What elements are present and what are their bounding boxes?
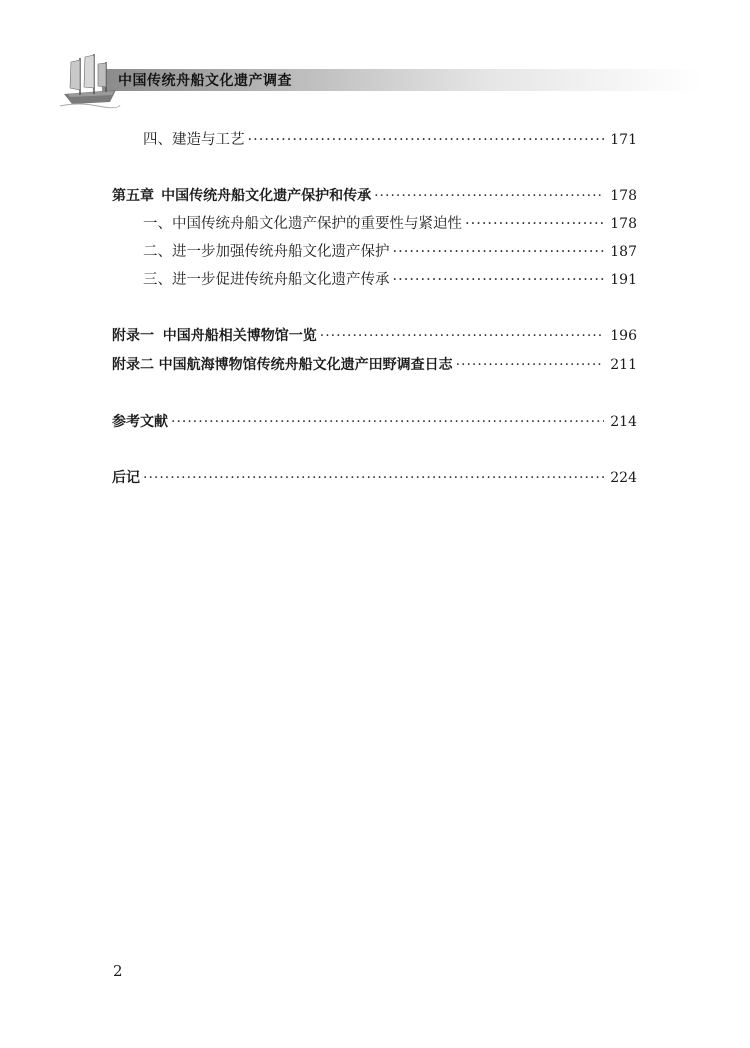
toc-chapter-label: 第五章 (112, 188, 154, 204)
toc-entry-label: 一、中国传统舟船文化遗产保护的重要性与紧迫性 (143, 216, 462, 232)
toc-entry-label: 四、建造与工艺 (143, 132, 245, 148)
toc-chapter-title: 中国传统舟船文化遗产保护和传承 (161, 188, 372, 204)
toc-entry[interactable] (143, 242, 637, 262)
toc-entry[interactable] (143, 270, 637, 290)
toc-page-number: 211 (610, 357, 637, 373)
toc-leader-dots (374, 186, 604, 206)
toc-appendix-title: 中国航海博物馆传统舟船文化遗产田野调查日志 (158, 357, 453, 373)
toc-entry-label: 二、进一步加强传统舟船文化遗产保护 (143, 244, 390, 260)
toc-entry[interactable] (143, 214, 637, 234)
toc-references-entry[interactable] (112, 412, 637, 432)
toc-entry[interactable] (143, 130, 637, 150)
toc-page-number: 187 (610, 244, 637, 260)
toc-page-number: 191 (610, 272, 637, 288)
toc-afterword-label: 后记 (112, 470, 140, 486)
toc-afterword-entry[interactable] (112, 468, 637, 488)
toc-leader-dots (393, 270, 605, 290)
toc-leader-dots (465, 214, 604, 234)
toc-page-number: 171 (610, 132, 637, 148)
toc-page-number: 178 (610, 216, 637, 232)
toc-leader-dots (143, 468, 604, 488)
toc-references-label: 参考文献 (112, 414, 168, 430)
page-number: 2 (113, 962, 123, 980)
header-title: 中国传统舟船文化遗产调查 (118, 73, 292, 89)
toc-entry-label: 三、进一步促进传统舟船文化遗产传承 (143, 272, 390, 288)
junk-ship-icon (58, 50, 122, 112)
toc-appendix-entry[interactable] (112, 355, 637, 375)
toc-leader-dots (248, 130, 605, 150)
toc-page-number: 196 (610, 328, 637, 344)
toc-appendix-entry[interactable] (112, 326, 637, 346)
toc-leader-dots (171, 412, 604, 432)
toc-leader-dots (456, 355, 605, 375)
toc-leader-dots (393, 242, 605, 262)
toc-chapter-entry[interactable] (112, 186, 637, 206)
toc-page-number: 224 (610, 470, 637, 486)
running-header (58, 44, 698, 114)
toc-appendix-title: 中国舟船相关博物馆一览 (162, 328, 317, 344)
toc-leader-dots (320, 326, 605, 346)
toc-page-number: 214 (610, 414, 637, 430)
toc-appendix-label: 附录一 (112, 328, 154, 344)
toc-page-number: 178 (610, 188, 637, 204)
toc-appendix-label: 附录二 (112, 357, 154, 373)
